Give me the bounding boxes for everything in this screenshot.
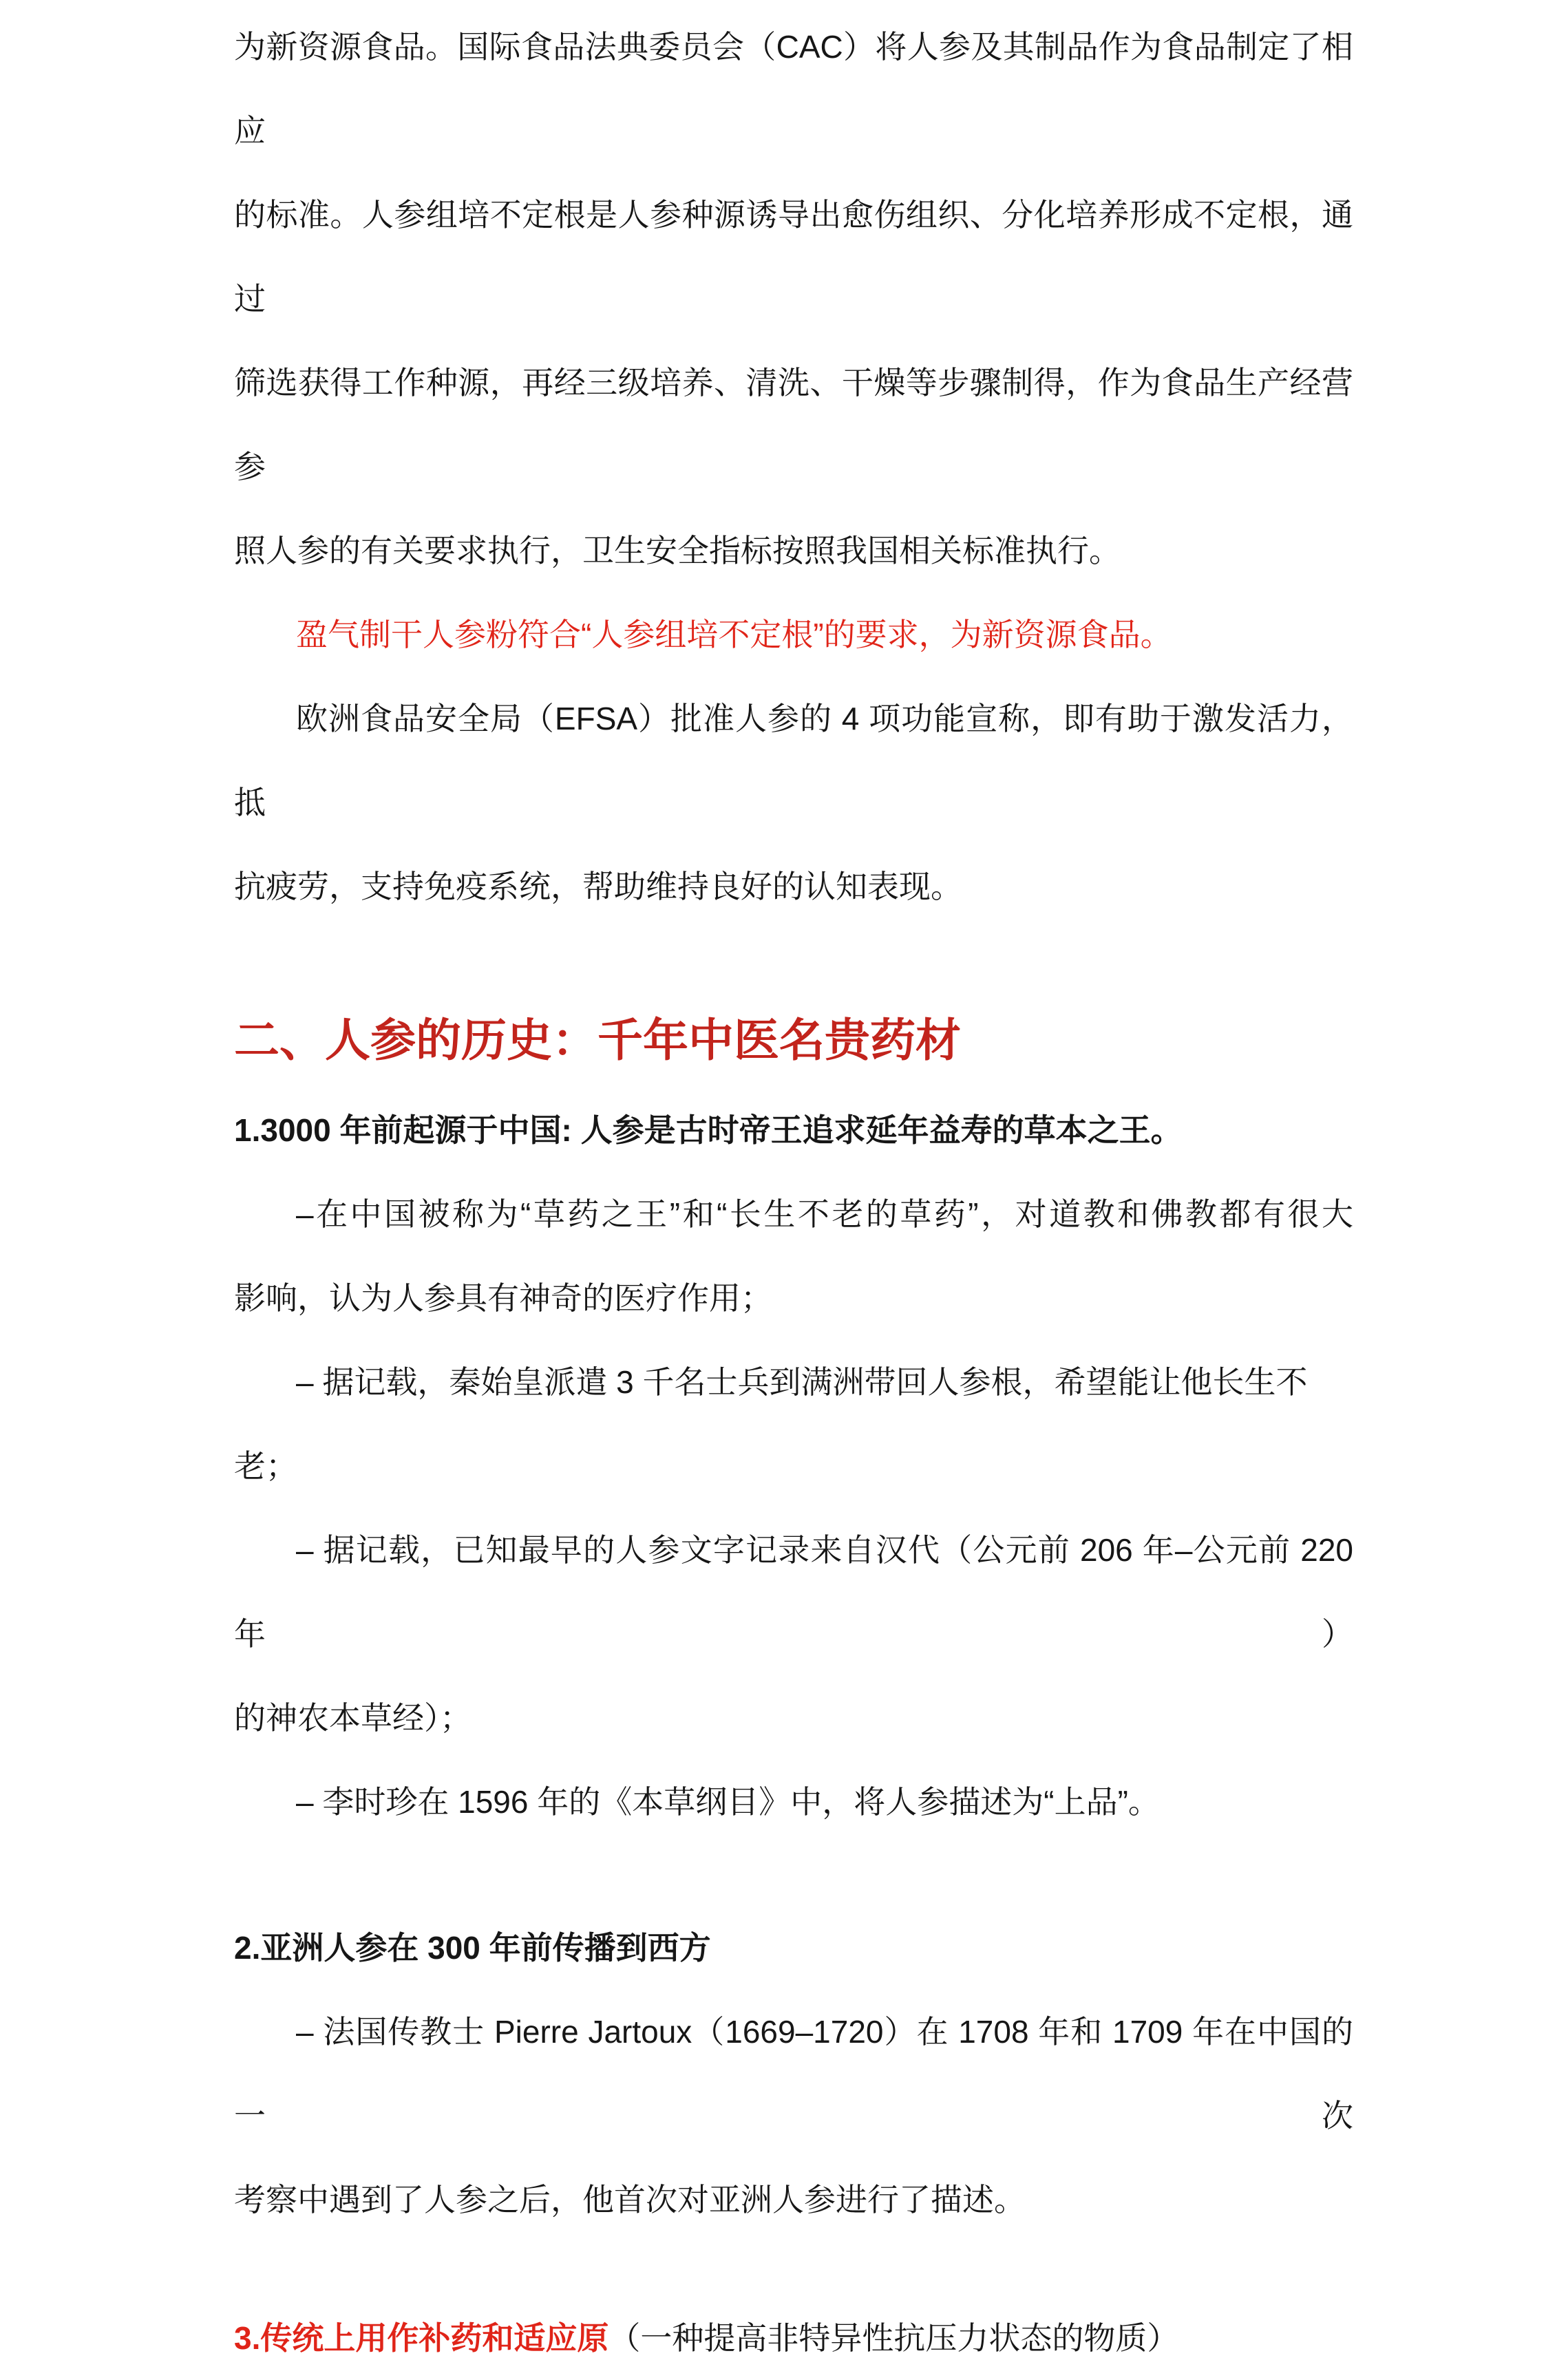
bullet-line: – 李时珍在 1596 年的《本草纲目》中，将人参描述为“上品”。 — [296, 1784, 1160, 1820]
subsection-heading-1: 1.3000 年前起源于中国: 人参是古时帝王追求延年益寿的草本之王。 — [234, 1112, 1183, 1148]
bullet-line: –在中国被称为“草药之王”和“长生不老的草药”，对道教和佛教都有很大 — [296, 1196, 1353, 1232]
bullet-line: – 法国传教士 Pierre Jartoux（1669–1720）在 1708 年和 1709 年在中国的一次 — [234, 2014, 1353, 2134]
highlight-note: 盈气制干人参粉符合“人参组培不定根”的要求，为新资源食品。 — [296, 617, 1172, 652]
bullet-line: 的神农本草经）； — [234, 1700, 472, 1736]
subsection-heading-3-black-part: （一种提高非特异性抗压力状态的物质） — [608, 2320, 1179, 2356]
paragraph-line: 为新资源食品。国际食品法典委员会（CAC）将人参及其制品作为食品制定了相应 — [234, 29, 1353, 149]
subsection-heading-3 — [234, 2296, 1353, 2380]
paragraph-line: 欧洲食品安全局（EFSA）批准人参的 4 项功能宣称，即有助于激发活力，抵 — [234, 701, 1353, 820]
subsection-heading-2: 2.亚洲人参在 300 年前传播到西方 — [234, 1930, 711, 1966]
paragraph-line: 筛选获得工作种源，再经三级培养、清洗、干燥等步骤制得，作为食品生产经营参 — [234, 365, 1353, 485]
bullet-line: 考察中遇到了人参之后，他首次对亚洲人参进行了描述。 — [234, 2182, 1026, 2218]
bullet-line: – 据记载，秦始皇派遣 3 千名士兵到满洲带回人参根，希望能让他长生不老； — [234, 1364, 1308, 1484]
section-heading: 二、人参的历史：千年中医名贵药材 — [234, 1014, 961, 1065]
bullet-line: – 据记载，已知最早的人参文字记录来自汉代（公元前 206 年–公元前 220 年） — [234, 1532, 1353, 1652]
paragraph-line: 的标准。人参组培不定根是人参种源诱导出愈伤组织、分化培养形成不定根，通过 — [234, 197, 1353, 317]
paragraph-line: 照人参的有关要求执行，卫生安全指标按照我国相关标准执行。 — [234, 533, 1121, 569]
paragraph-line: 抗疲劳，支持免疫系统，帮助维持良好的认知表现。 — [234, 869, 962, 904]
subsection-heading-3-red-part: 3.传统上用作补药和适应原 — [234, 2320, 609, 2356]
bullet-line: 影响，认为人参具有神奇的医疗作用； — [234, 1280, 772, 1316]
